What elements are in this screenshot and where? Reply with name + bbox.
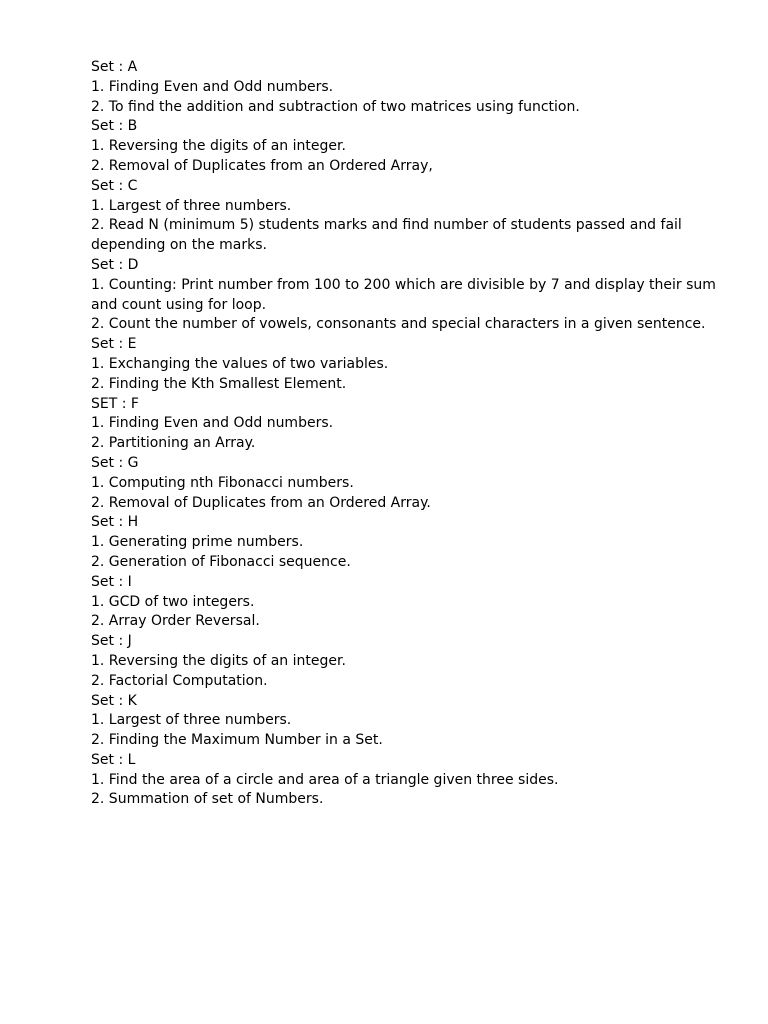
set-i-item-1: 1. GCD of two integers. xyxy=(91,593,255,610)
set-d-item-2: 2. Count the number of vowels, consonants and special characters in a given sentence. xyxy=(91,316,706,333)
set-e-item-1: 1. Exchanging the values of two variables. xyxy=(91,355,389,372)
set-b-item-2: 2. Removal of Duplicates from an Ordered Array, xyxy=(91,157,433,174)
set-d-item-1: 1. Counting: Print number from 100 to 200 which are divisible by 7 and display their sum and count using for loop. xyxy=(91,276,716,313)
set-k-heading: Set : K xyxy=(91,692,137,709)
set-d-heading: Set : D xyxy=(91,256,139,273)
set-j-item-1: 1. Reversing the digits of an integer. xyxy=(91,652,346,669)
set-g-item-1: 1. Computing nth Fibonacci numbers. xyxy=(91,474,354,491)
set-e-heading: Set : E xyxy=(91,336,137,353)
set-i-heading: Set : I xyxy=(91,573,132,590)
set-a-item-1: 1. Finding Even and Odd numbers. xyxy=(91,78,334,95)
set-f-item-2: 2. Partitioning an Array. xyxy=(91,435,256,452)
set-l-item-2: 2. Summation of set of Numbers. xyxy=(91,791,324,808)
set-a-heading: Set : A xyxy=(91,59,138,75)
document-body xyxy=(91,58,741,810)
set-l-heading: Set : L xyxy=(91,751,136,768)
set-i-item-2: 2. Array Order Reversal. xyxy=(91,613,260,630)
set-k-item-1: 1. Largest of three numbers. xyxy=(91,712,292,729)
set-f-item-1: 1. Finding Even and Odd numbers. xyxy=(91,415,334,432)
set-j-heading: Set : J xyxy=(91,633,132,650)
set-c-item-1: 1. Largest of three numbers. xyxy=(91,197,292,214)
set-c-heading: Set : C xyxy=(91,177,138,194)
set-e-item-2: 2. Finding the Kth Smallest Element. xyxy=(91,375,347,392)
set-j-item-2: 2. Factorial Computation. xyxy=(91,672,268,689)
set-g-item-2: 2. Removal of Duplicates from an Ordered Array. xyxy=(91,494,431,511)
set-h-item-1: 1. Generating prime numbers. xyxy=(91,534,304,551)
set-k-item-2: 2. Finding the Maximum Number in a Set. xyxy=(91,732,383,749)
set-h-item-2: 2. Generation of Fibonacci sequence. xyxy=(91,553,351,570)
set-b-item-1: 1. Reversing the digits of an integer. xyxy=(91,138,346,155)
set-b-heading: Set : B xyxy=(91,118,138,135)
set-a-item-2: 2. To find the addition and subtraction of two matrices using function. xyxy=(91,98,580,115)
set-c-item-2: 2. Read N (minimum 5) students marks and find number of students passed and fail depending on the marks. xyxy=(91,217,682,254)
set-g-heading: Set : G xyxy=(91,454,139,471)
set-l-item-1: 1. Find the area of a circle and area of a triangle given three sides. xyxy=(91,771,559,788)
set-f-heading: SET : F xyxy=(91,395,139,412)
set-h-heading: Set : H xyxy=(91,514,139,531)
